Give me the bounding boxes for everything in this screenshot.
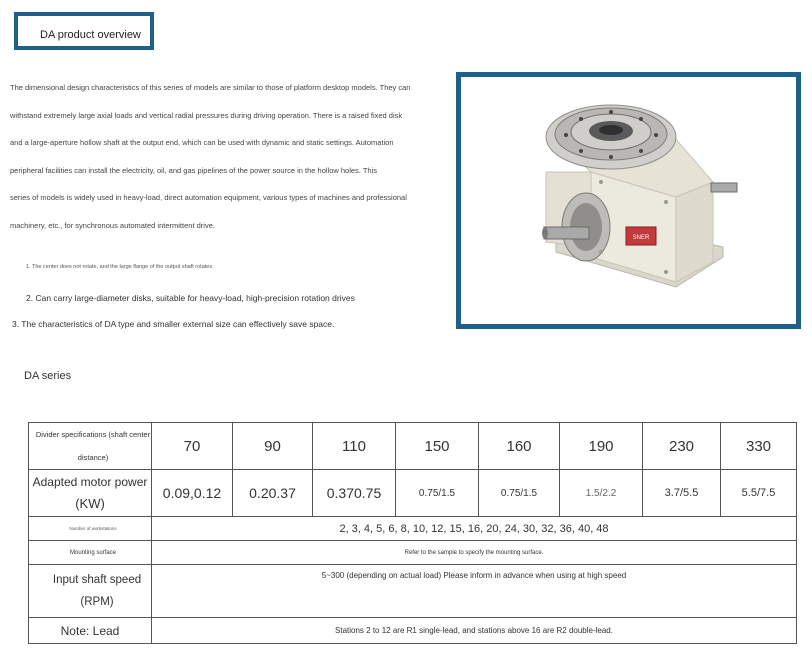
motor-cell: 0.75/1.5 bbox=[479, 470, 560, 517]
table-row bbox=[29, 470, 797, 517]
size-cell: 190 bbox=[560, 423, 643, 470]
description-line: series of models is widely used in heavy-load, direct automation equipment, various types of machines and professional bbox=[10, 193, 407, 202]
description bbox=[10, 74, 450, 239]
spec-label: Divider specifications (shaft center distance) bbox=[29, 423, 152, 470]
size-cell: 150 bbox=[396, 423, 479, 470]
mounting-label: Mounting surface bbox=[29, 541, 152, 565]
stations-cell: 2, 3, 4, 5, 6, 8, 10, 12, 15, 16, 20, 24, 30, 32, 36, 40, 48 bbox=[152, 517, 797, 541]
mounting-cell: Refer to the sample to specify the mounting surface. bbox=[152, 541, 797, 565]
description-line: machinery, etc., for synchronous automated intermittent drive. bbox=[10, 220, 215, 230]
motor-cell: 5.5/7.5 bbox=[721, 470, 797, 517]
motor-cell: 3.7/5.5 bbox=[643, 470, 721, 517]
table-row bbox=[29, 618, 797, 644]
table-row bbox=[29, 565, 797, 618]
motor-cell: 1.5/2.2 bbox=[560, 470, 643, 517]
motor-cell: 0.09,0.12 bbox=[152, 470, 233, 517]
size-cell: 230 bbox=[643, 423, 721, 470]
size-cell: 110 bbox=[313, 423, 396, 470]
description-line: withstand extremely large axial loads and vertical radial pressures during driving operation. There is a raised fixed disk bbox=[10, 110, 403, 120]
size-cell: 330 bbox=[721, 423, 797, 470]
size-cell: 70 bbox=[152, 423, 233, 470]
table-row bbox=[29, 541, 797, 565]
table-row bbox=[29, 517, 797, 541]
stations-label: Number of workstations bbox=[29, 517, 152, 541]
feature-item: 2. Can carry large-diameter disks, suitable for heavy-load, high-precision rotation drives bbox=[26, 293, 355, 303]
speed-label: Input shaft speed (RPM) bbox=[29, 565, 152, 618]
description-line: peripheral facilities can install the electricity, oil, and gas pipelines of the power source in the hollow holes. This bbox=[10, 165, 378, 175]
speed-cell: 5~300 (depending on actual load) Please inform in advance when using at high speed bbox=[152, 565, 797, 618]
spec-table bbox=[28, 422, 797, 644]
note-label: Note: Lead bbox=[29, 618, 152, 644]
motor-cell: 0.75/1.5 bbox=[396, 470, 479, 517]
note-cell: Stations 2 to 12 are R1 single-lead, and stations above 16 are R2 double-lead. bbox=[152, 618, 797, 644]
series-title: DA series bbox=[24, 370, 72, 382]
description-line: The dimensional design characteristics of this series of models are similar to those of platform desktop models. They can bbox=[10, 83, 411, 92]
feature-item: 3. The characteristics of DA type and smaller external size can effectively save space. bbox=[12, 319, 335, 329]
page-title: DA product overview bbox=[40, 29, 141, 41]
size-cell: 90 bbox=[233, 423, 313, 470]
indexer-gearbox-photo bbox=[461, 77, 796, 324]
motor-cell: 0.370.75 bbox=[313, 470, 396, 517]
motor-cell: 0.20.37 bbox=[233, 470, 313, 517]
title-box bbox=[14, 12, 154, 50]
feature-item: 1. The center does not rotate, and the large flange of the output shaft rotates. bbox=[26, 264, 214, 270]
nameplate-label: SNER bbox=[632, 235, 650, 241]
table-row bbox=[29, 423, 797, 470]
description-line: and a large-aperture hollow shaft at the output end, which can be used with dynamic and static settings. Automation bbox=[10, 138, 394, 147]
product-photo-frame bbox=[456, 72, 801, 329]
size-cell: 160 bbox=[479, 423, 560, 470]
motor-label: Adapted motor power (KW) bbox=[29, 470, 152, 517]
